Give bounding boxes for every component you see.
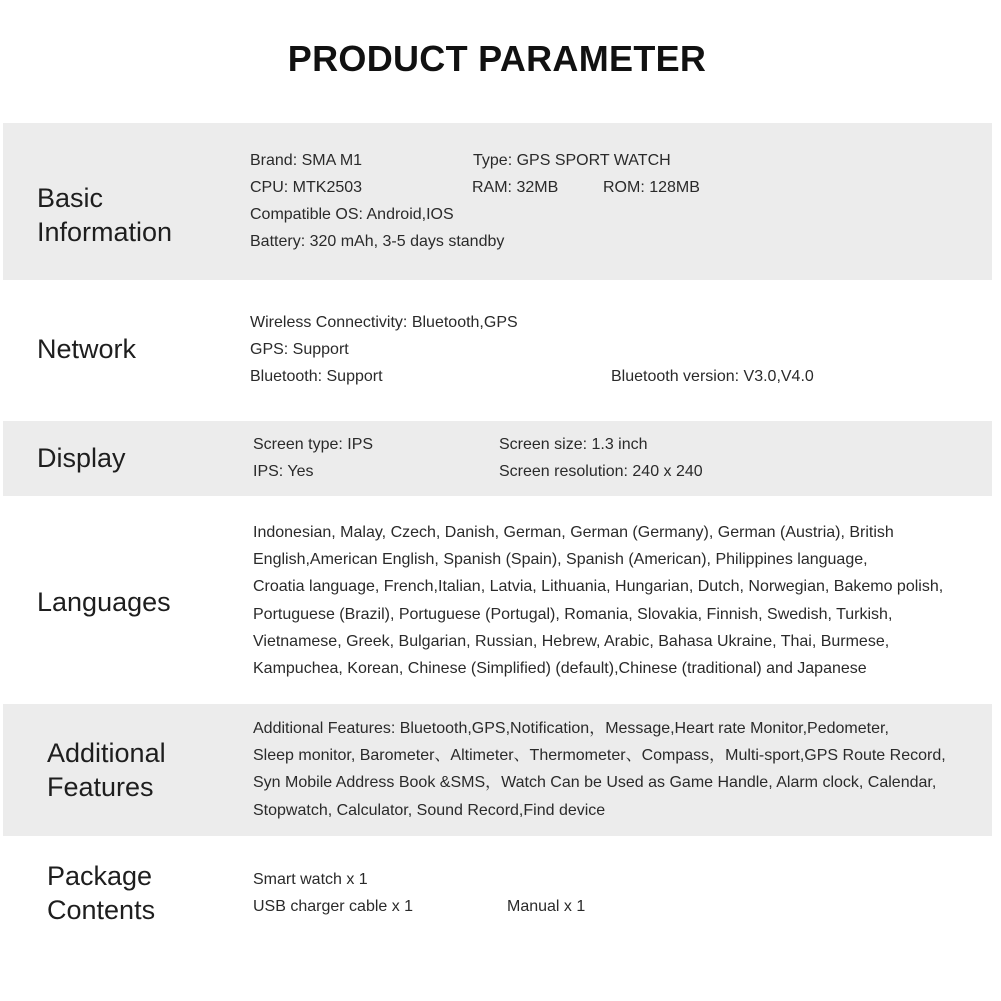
battery-spec: Battery: 320 mAh, 3-5 days standby (250, 233, 505, 250)
languages-line: Portuguese (Brazil), Portuguese (Portugal), Romania, Slovakia, Finnish, Swedish, Turkish, (253, 605, 893, 623)
cpu-spec: CPU: MTK2503 (250, 179, 363, 196)
basic-label-line-1: Basic (37, 183, 104, 213)
wireless-spec: Wireless Connectivity: Bluetooth,GPS (250, 314, 518, 331)
features-label-line-2: Features (47, 772, 154, 802)
features-list (253, 715, 946, 824)
rom-spec: ROM: 128MB (603, 179, 700, 196)
bluetooth-version-spec: Bluetooth version: V3.0,V4.0 (611, 368, 814, 385)
features-line: Additional Features: Bluetooth,GPS,Notification，Message,Heart rate Monitor,Pedometer, (253, 720, 889, 737)
os-spec: Compatible OS: Android,IOS (250, 206, 454, 223)
additional-features-label (47, 736, 166, 804)
screen-type-spec: Screen type: IPS (253, 436, 374, 453)
resolution-spec: Screen resolution: 240 x 240 (499, 463, 703, 480)
languages-label: Languages (37, 587, 171, 617)
gps-spec: GPS: Support (250, 341, 349, 358)
ips-spec: IPS: Yes (253, 463, 314, 480)
type-spec: Type: GPS SPORT WATCH (473, 152, 671, 169)
features-line: Stopwatch, Calculator, Sound Record,Find device (253, 801, 606, 819)
package-contents-label (47, 859, 155, 927)
package-label-line-2: Contents (47, 895, 156, 925)
bluetooth-spec: Bluetooth: Support (250, 368, 383, 385)
watch-item: Smart watch x 1 (253, 871, 368, 888)
features-line: Syn Mobile Address Book &SMS，Watch Can be Used as Game Handle, Alarm clock, Calendar, (253, 774, 937, 792)
features-label-line-1: Additional (47, 738, 166, 768)
languages-line: Indonesian, Malay, Czech, Danish, German, German (Germany), German (Austria), British (253, 524, 894, 541)
languages-line: Vietnamese, Greek, Bulgarian, Russian, Hebrew, Arabic, Bahasa Ukraine, Thai, Burmese, (253, 632, 890, 650)
basic-information-label (37, 181, 172, 249)
languages-line: Croatia language, French,Italian, Latvia, Lithuania, Hungarian, Dutch, Norwegian, Bakemo polish, (253, 578, 944, 596)
page-title: PRODUCT PARAMETER (287, 38, 707, 79)
languages-line: Kampuchea, Korean, Chinese (Simplified) (default),Chinese (traditional) and Japanese (253, 660, 867, 678)
package-label-line-1: Package (47, 861, 153, 891)
ram-spec: RAM: 32MB (472, 179, 559, 196)
display-section (3, 421, 992, 496)
features-line: Sleep monitor, Barometer、Altimeter、Thermometer、Compass，Multi-sport,GPS Route Record, (253, 747, 946, 765)
display-label: Display (37, 443, 126, 473)
basic-label-line-2: Information (37, 217, 173, 247)
languages-line: English,American English, Spanish (Spain), Spanish (American), Philippines language, (253, 551, 868, 569)
screen-size-spec: Screen size: 1.3 inch (499, 436, 648, 453)
cable-item: USB charger cable x 1 (253, 898, 414, 915)
brand-spec: Brand: SMA M1 (250, 152, 363, 169)
network-label: Network (37, 334, 137, 364)
manual-item: Manual x 1 (507, 898, 586, 915)
languages-list (253, 519, 943, 682)
